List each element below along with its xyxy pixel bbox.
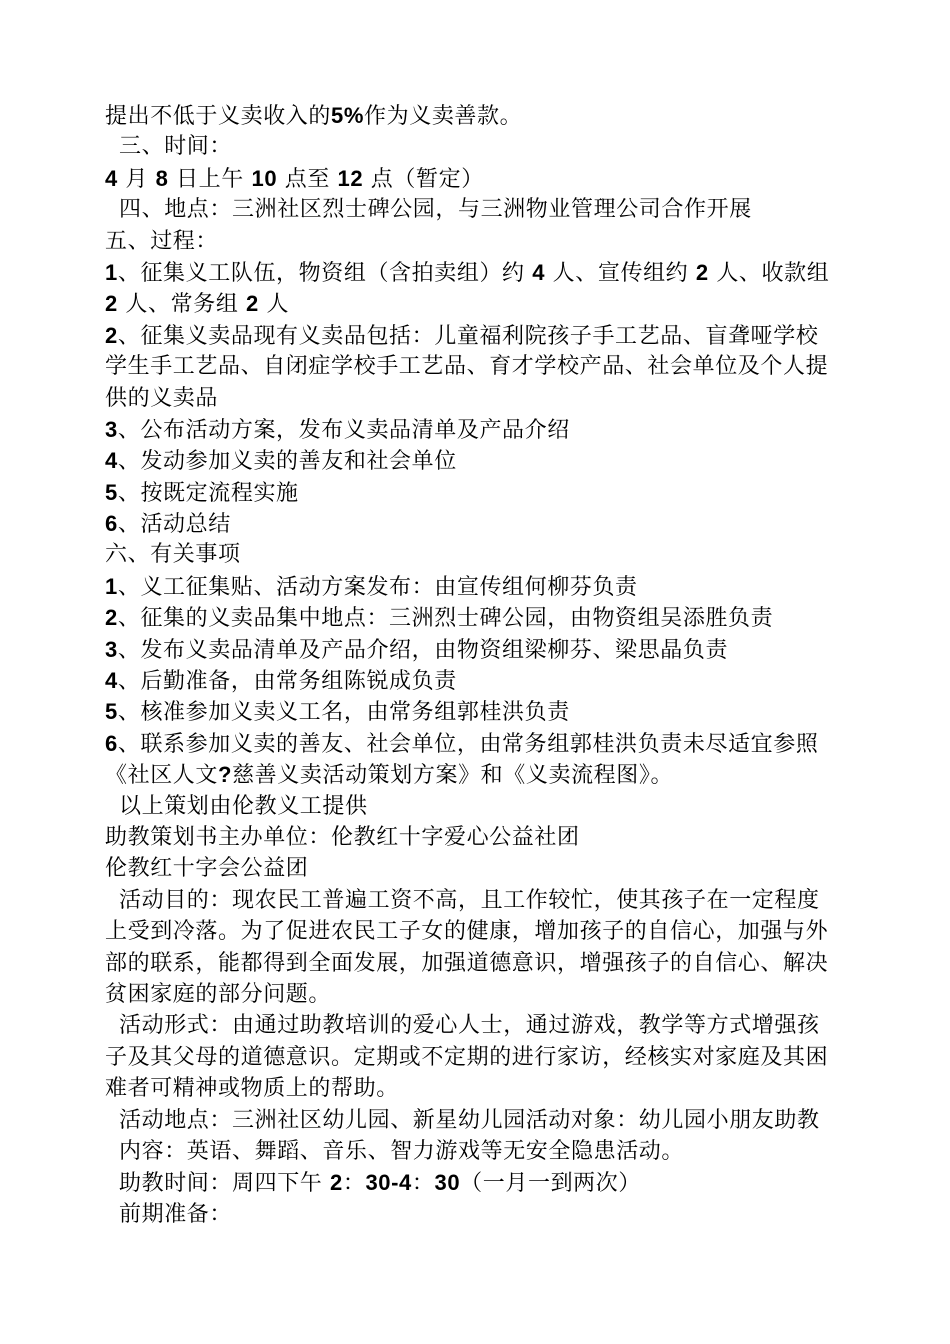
text-segment: 点（暂定） (363, 166, 484, 192)
text-line (105, 1167, 860, 1198)
bold-text-segment: 8 (155, 165, 169, 191)
text-line (105, 194, 860, 225)
text-segment: 人、宣传组约 (545, 260, 696, 286)
text-line (105, 602, 860, 633)
text-line (105, 1042, 860, 1073)
text-line (105, 885, 860, 916)
text-segment: 、活动总结 (117, 512, 231, 538)
text-segment: 、联系参加义卖的善友、社会单位，由常务组郭桂洪负责未尽适宜参照 (117, 731, 819, 757)
text-segment: 人、收款组 (708, 260, 830, 286)
text-segment: 提出不低于义卖收入的 (105, 104, 332, 129)
text-line (105, 445, 860, 476)
text-segment: 《社区人文 (105, 763, 219, 789)
text-segment: 六、有关事项 (105, 542, 241, 568)
text-segment: 、发动参加义卖的善友和社会单位 (117, 449, 457, 475)
text-segment: 活动地点：三洲社区幼儿园、新星幼儿园活动对象：幼儿园小朋友助教 (119, 1107, 820, 1133)
text-segment: 活动形式：由通过助教培训的爱心人士，通过游戏，教学等方式增强孩 (119, 1013, 820, 1039)
bold-text-segment: 5 (105, 479, 118, 505)
text-segment: 四、地点：三洲社区烈士碑公园，与三洲物业管理公司合作开展 (119, 197, 752, 223)
text-line (105, 665, 860, 696)
text-segment: （一月一到两次） (460, 1171, 641, 1197)
text-segment: 助教时间：周四下午 (119, 1171, 330, 1197)
text-segment: 日上午 (168, 166, 252, 192)
text-line (105, 791, 860, 822)
text-line (105, 571, 860, 602)
text-line (105, 696, 860, 727)
bold-text-segment: 30 (434, 1170, 461, 1196)
text-segment: ： (411, 1171, 435, 1197)
text-segment: 慈善义卖活动策划方案》和《义卖流程图》。 (232, 763, 674, 789)
text-segment: 供的义卖品 (105, 385, 219, 411)
bold-text-segment: 1 (105, 573, 118, 599)
text-segment: 伦教红十字会公益团 (105, 856, 309, 882)
bold-text-segment: 6 (105, 730, 118, 756)
text-segment: 人、常务组 (117, 292, 247, 318)
text-segment: 、按既定流程实施 (117, 480, 299, 506)
bold-text-segment: 3 (105, 636, 118, 662)
text-line (105, 477, 860, 508)
text-segment: 人 (258, 292, 290, 318)
text-line (105, 979, 860, 1010)
text-line (105, 131, 860, 162)
text-line (105, 288, 860, 319)
bold-text-segment: 5% (331, 103, 365, 128)
bold-text-segment: ? (218, 762, 233, 788)
bold-text-segment: 2 (246, 291, 259, 317)
text-segment: 贫困家庭的部分问题。 (105, 981, 332, 1007)
text-segment: ： (342, 1171, 366, 1197)
text-line (105, 728, 860, 759)
bold-text-segment: 2 (105, 605, 118, 631)
text-segment: 助教策划书主办单位：伦教红十字爱心公益社团 (105, 824, 580, 850)
text-line (105, 948, 860, 979)
text-line (105, 1105, 860, 1136)
text-segment: 以上策划由伦教义工提供 (119, 793, 368, 819)
text-line (105, 163, 860, 194)
bold-text-segment: 5 (105, 699, 118, 725)
text-line (105, 539, 860, 570)
text-segment: 、核准参加义卖义工名，由常务组郭桂洪负责 (117, 700, 570, 726)
text-line (105, 320, 860, 351)
text-segment: 作为义卖善款。 (364, 104, 523, 129)
text-line (105, 508, 860, 539)
text-segment: 、后勤准备，由常务组陈锐成负责 (117, 669, 457, 695)
text-line (105, 100, 860, 131)
text-segment: 活动目的：现农民工普遍工资不高，且工作较忙，使其孩子在一定程度 (119, 887, 820, 913)
bold-text-segment: 30-4 (365, 1170, 412, 1196)
text-segment: 上受到冷落。为了促进农民工子女的健康，增加孩子的自信心，加强与外 (105, 919, 829, 945)
bold-text-segment: 4 (105, 165, 118, 191)
text-segment: 、征集的义卖品集中地点：三洲烈士碑公园，由物资组吴添胜负责 (117, 606, 774, 632)
text-segment: 、义工征集贴、活动方案发布：由宣传组何柳芬负责 (117, 574, 638, 600)
text-line (105, 759, 860, 790)
text-segment: 子及其父母的道德意识。定期或不定期的进行家访，经核实对家庭及其困 (105, 1044, 829, 1070)
bold-text-segment: 10 (251, 165, 278, 191)
text-line (105, 1136, 860, 1167)
text-line (105, 634, 860, 665)
bold-text-segment: 2 (105, 322, 118, 348)
text-segment: 内容：英语、舞蹈、音乐、智力游戏等无安全隐患活动。 (119, 1138, 685, 1164)
text-segment: 、征集义卖品现有义卖品包括：儿童福利院孩子手工艺品、盲聋哑学校 (117, 323, 819, 349)
text-line (105, 916, 860, 947)
text-line (105, 1010, 860, 1041)
text-line (105, 257, 860, 288)
bold-text-segment: 2 (695, 259, 709, 285)
text-segment: 前期准备： (119, 1201, 233, 1227)
bold-text-segment: 3 (105, 416, 118, 442)
text-line (105, 1073, 860, 1104)
text-line (105, 1199, 860, 1230)
text-line (105, 853, 860, 884)
text-segment: 月 (117, 166, 156, 192)
text-line (105, 822, 860, 853)
text-line (105, 383, 860, 414)
bold-text-segment: 2 (330, 1170, 343, 1196)
bold-text-segment: 2 (105, 291, 118, 317)
text-line (105, 351, 860, 382)
text-segment: 难者可精神或物质上的帮助。 (105, 1076, 399, 1102)
text-segment: 三、时间： (119, 134, 233, 160)
text-line (105, 414, 860, 445)
text-segment: 学生手工艺品、自闭症学校手工艺品、育才学校产品、社会单位及个人提 (105, 354, 829, 380)
text-segment: 、发布义卖品清单及产品介绍，由物资组梁柳芬、梁思晶负责 (117, 637, 729, 663)
text-segment: 部的联系，能都得到全面发展，加强道德意识，增强孩子的自信心、解决 (105, 950, 829, 976)
text-segment: 点至 (277, 166, 338, 192)
bold-text-segment: 12 (337, 165, 364, 191)
bold-text-segment: 6 (105, 511, 118, 537)
text-segment: 五、过程： (105, 228, 219, 254)
text-segment: 、公布活动方案，发布义卖品清单及产品介绍 (117, 417, 570, 443)
text-segment: 、征集义工队伍，物资组（含拍卖组）约 (117, 260, 533, 286)
bold-text-segment: 1 (105, 259, 118, 285)
bold-text-segment: 4 (105, 668, 118, 694)
text-line (105, 226, 860, 257)
bold-text-segment: 4 (532, 259, 546, 285)
bold-text-segment: 4 (105, 448, 118, 474)
